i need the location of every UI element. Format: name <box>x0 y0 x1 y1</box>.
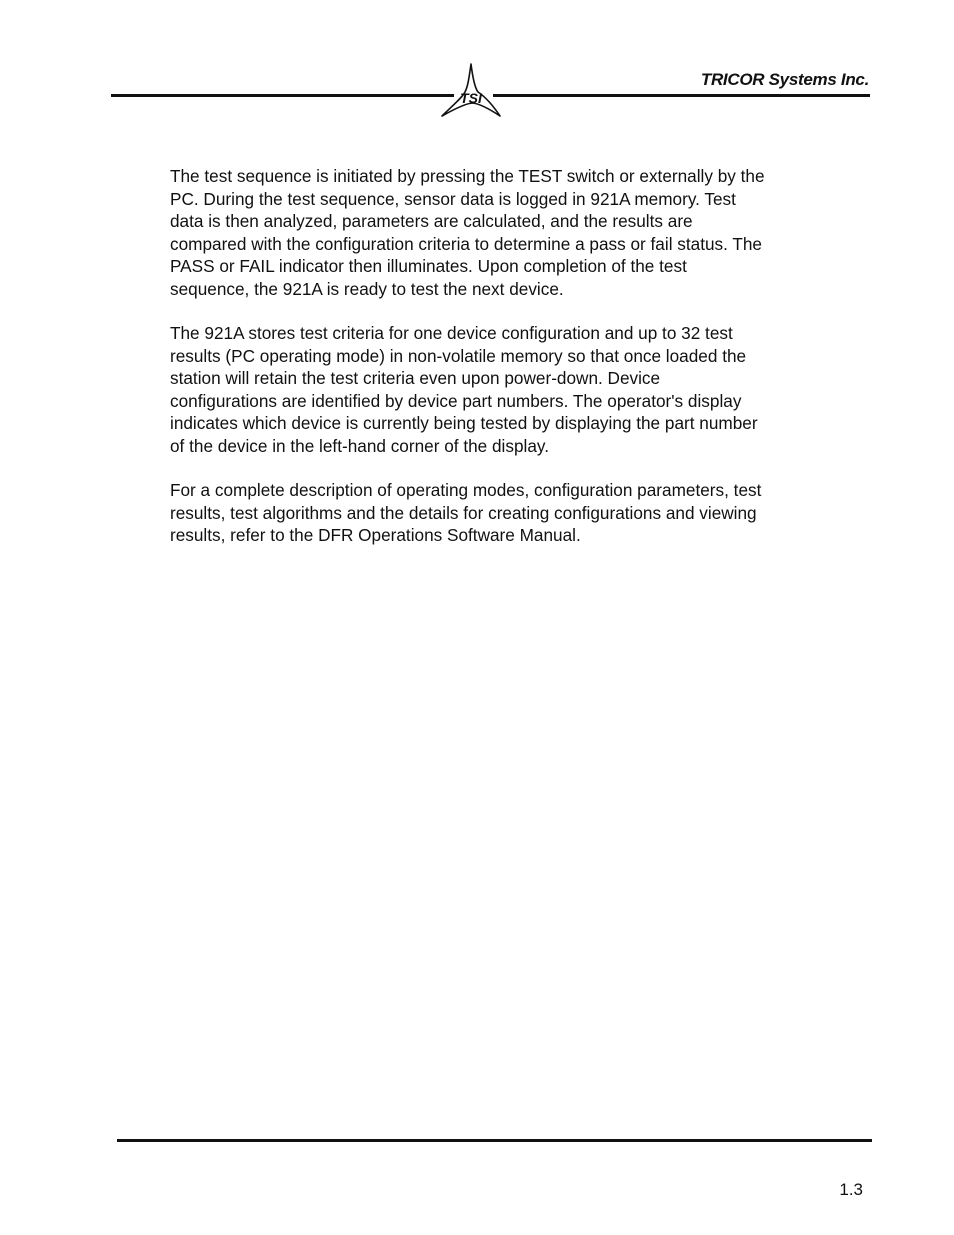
tricor-tsi-logo-icon <box>440 62 502 118</box>
header-rule-right <box>493 94 870 97</box>
paragraph-test-sequence: The test sequence is initiated by pressing the TEST switch or externally by the PC. During the test sequence, sensor data is logged in 921A memory. Test data is then analyzed, parameters are calculated, and the results are compared with the configuration criteria to determine a pass or fail status. The PASS or FAIL indicator then illuminates. Upon completion of the test sequence, the 921A is ready to test the next device. <box>170 166 765 299</box>
page-body <box>170 165 830 569</box>
paragraph-test-criteria: The 921A stores test criteria for one device configuration and up to 32 test results (PC operating mode) in non-volatile memory so that once loaded the station will retain the test criteria even upon power-down. Device configurations are identified by device part numbers. The operator's display indicates which device is currently being tested by displaying the part number of the device in the left-hand corner of the display. <box>170 323 758 456</box>
page-number: 1.3 <box>839 1180 863 1199</box>
paragraph-manual-reference: For a complete description of operating modes, configuration parameters, test results, test algorithms and the details for creating configurations and viewing results, refer to the DFR Operations Software Manual. <box>170 480 762 545</box>
svg-text:TSI: TSI <box>460 90 482 106</box>
company-name: TRICOR Systems Inc. <box>700 70 869 89</box>
header-rule-left <box>111 94 454 97</box>
footer-rule <box>117 1139 872 1142</box>
